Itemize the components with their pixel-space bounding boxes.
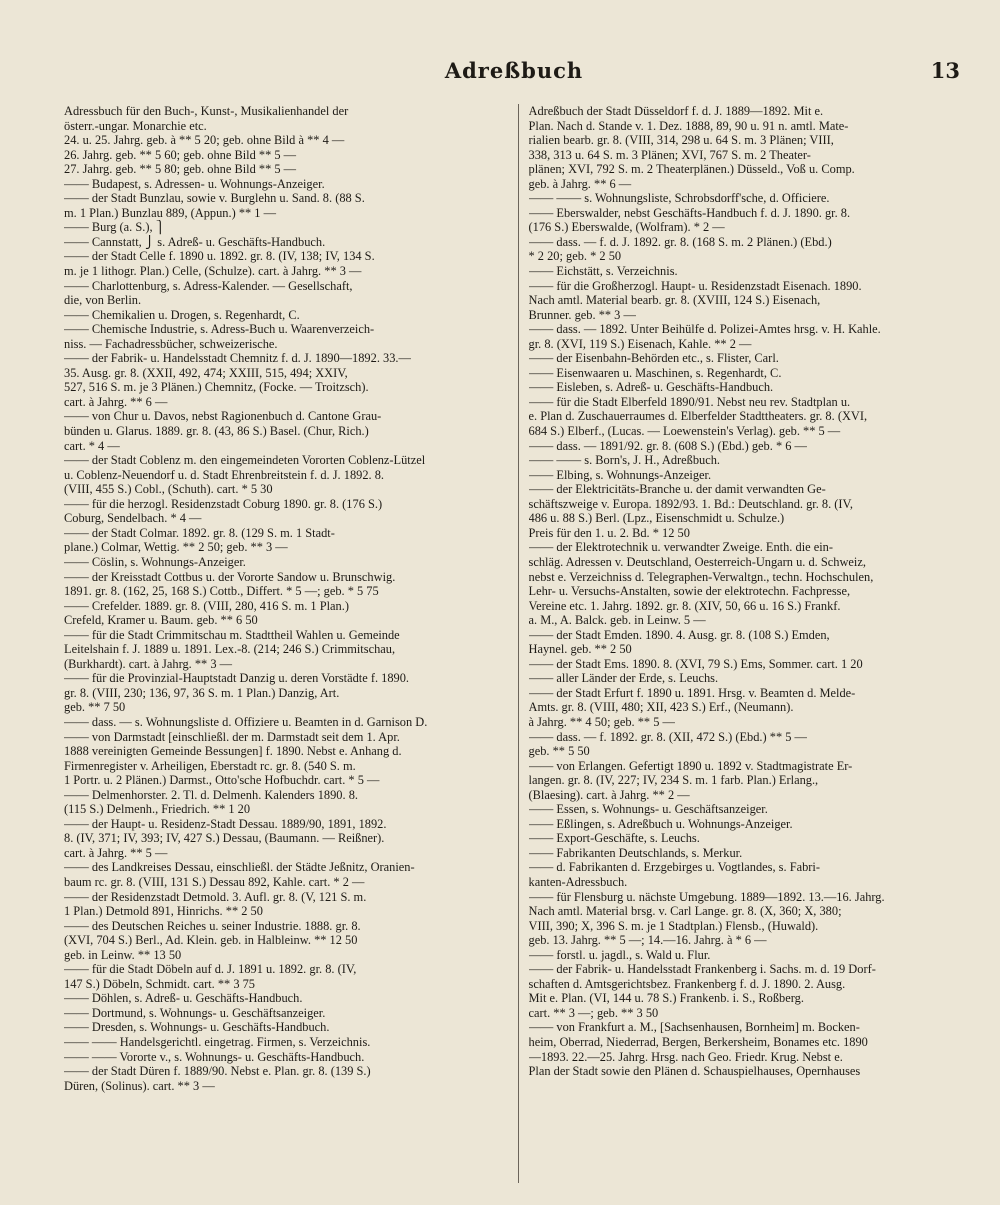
entry-line: —— Eßlingen, s. Adreßbuch u. Wohnungs-Anzeiger. (528, 816, 793, 831)
entry-line: —— —— Vororte v., s. Wohnungs- u. Geschäfts-Handbuch. (64, 1049, 365, 1064)
entry-line: —— Elbing, s. Wohnungs-Anzeiger. (528, 467, 712, 482)
entry-line: —— d. Fabrikanten d. Erzgebirges u. Vogtlandes, s. Fabri- (528, 860, 820, 875)
entry-line: —— der Stadt Celle f. 1890 u. 1892. gr. 8. (IV, 138; IV, 134 S. (64, 249, 375, 264)
entry-line: —— der Stadt Colmar. 1892. gr. 8. (129 S. m. 1 Stadt- (64, 525, 335, 540)
entry-line: VIII, 390; X, 396 S. m. je 1 Stadtplan.) Flensb., (Huwald). (528, 918, 819, 933)
entry-line: Crefeld, Kramer u. Baum. geb. ** 6 50 (64, 613, 258, 628)
entry-line: —— Cannstatt, ⎭ s. Adreß- u. Geschäfts-Handbuch. (64, 234, 326, 249)
entry-line: —— —— Handelsgerichtl. eingetrag. Firmen, s. Verzeichnis. (64, 1035, 371, 1049)
entry-line: —— der Kreisstadt Cottbus u. der Vororte Sandow u. Brunschwig. (64, 569, 396, 584)
entry-line: —1893. 22.—25. Jahrg. Hrsg. nach Geo. Friedr. Krug. Nebst e. (528, 1049, 843, 1064)
entry-line: —— der Fabrik- u. Handelsstadt Frankenberg i. Sachs. m. d. 19 Dorf- (528, 962, 876, 977)
entry-line: Mit e. Plan. (VI, 144 u. 78 S.) Frankenb. i. S., Roßberg. (528, 991, 804, 1006)
entry-line: gr. 8. (XVI, 119 S.) Eisenach, Kahle. ** 2 — (528, 336, 752, 351)
entry-line: Nach amtl. Material bearb. gr. 8. (XVIII, 124 S.) Eisenach, (528, 293, 821, 308)
entry-line: —— für die Stadt Döbeln auf d. J. 1891 u. 1892. gr. 8. (IV, (64, 962, 357, 977)
entry-line: 684 S.) Elberf., (Lucas. — Loewenstein's Verlag). geb. ** 5 — (528, 424, 841, 439)
entry-line: geb. ** 5 50 (528, 744, 590, 759)
entry-line: —— Dresden, s. Wohnungs- u. Geschäfts-Handbuch. (64, 1020, 330, 1035)
entry-line: Plan der Stadt sowie den Plänen d. Schauspielhauses, Opernhauses (528, 1064, 861, 1079)
entry-line: —— der Stadt Coblenz m. den eingemeindeten Vororten Coblenz-Lützel (64, 453, 426, 468)
entry-line: —— dass. — 1891/92. gr. 8. (608 S.) (Ebd.) geb. * 6 — (528, 438, 807, 453)
entry-line: —— der Elektrotechnik u. verwandter Zweige. Enth. die ein- (528, 540, 833, 555)
entry-line: nebst e. Verzeichniss d. Telegraphen-Verwaltgn., techn. Hochschulen, (528, 569, 874, 584)
entry-line: kanten-Adressbuch. (528, 874, 628, 889)
entry-line: —— der Stadt Emden. 1890. 4. Ausg. gr. 8. (108 S.) Emden, (528, 627, 830, 642)
entry-line: —— dass. — f. 1892. gr. 8. (XII, 472 S.) (Ebd.) ** 5 — (528, 729, 807, 744)
entry-line: cart. à Jahrg. ** 6 — (64, 394, 168, 409)
entry-line: —— Export-Geschäfte, s. Leuchs. (528, 831, 700, 846)
entry-line: (Blaesing). cart. à Jahrg. ** 2 — (528, 787, 690, 802)
entry-line: Brunner. geb. ** 3 — (528, 307, 636, 322)
entry-line: —— für Flensburg u. nächste Umgebung. 1889—1892. 13.—16. Jahrg. (528, 889, 885, 904)
entry-line: Leitelshain f. J. 1889 u. 1891. Lex.-8. (214; 246 S.) Crimmitschau, (64, 642, 396, 657)
entry-line: —— Cöslin, s. Wohnungs-Anzeiger. (64, 554, 246, 569)
entry-line: —— von Erlangen. Gefertigt 1890 u. 1892 v. Stadtmagistrate Er- (528, 758, 853, 773)
entry-line: plane.) Colmar, Wettig. ** 2 50; geb. ** 3 — (64, 540, 288, 555)
entry-line: plänen; XVI, 792 S. m. 2 Theaterplänen.) Düsseld., Voß u. Comp. (528, 162, 855, 177)
entry-line: —— aller Länder der Erde, s. Leuchs. (528, 671, 719, 686)
entry-line: —— Eberswalder, nebst Geschäfts-Handbuch f. d. J. 1890. gr. 8. (528, 205, 851, 220)
entry-line: —— für die Provinzial-Hauptstadt Danzig u. deren Vorstädte f. 1890. (64, 671, 410, 686)
entry-line: —— für die Stadt Crimmitschau m. Stadttheil Wahlen u. Gemeinde (64, 627, 400, 642)
entry-line: Adressbuch für den Buch-, Kunst-, Musikalienhandel der (64, 104, 349, 118)
entry-line: —— dass. — s. Wohnungsliste d. Offiziere u. Beamten in d. Garnison D. (64, 714, 428, 729)
entry-line: geb. in Leinw. ** 13 50 (64, 947, 182, 962)
entry-line: —— der Stadt Düren f. 1889/90. Nebst e. Plan. gr. 8. (139 S.) (64, 1064, 371, 1079)
left-column (64, 104, 518, 1183)
entry-line: Plan. Nach d. Stande v. 1. Dez. 1888, 89, 90 u. 91 n. amtl. Mate- (528, 118, 849, 133)
entry-line: —— Crefelder. 1889. gr. 8. (VIII, 280, 416 S. m. 1 Plan.) (64, 598, 349, 613)
page-number: 13 (930, 58, 960, 83)
entry-line: —— Eisleben, s. Adreß- u. Geschäfts-Handbuch. (528, 380, 774, 395)
entry-line: —— Chemikalien u. Drogen, s. Regenhardt, C. (64, 307, 300, 322)
entry-line: 1891. gr. 8. (162, 25, 168 S.) Cottb., Differt. * 5 —; geb. * 5 75 (64, 584, 379, 599)
entry-line: 338, 313 u. 64 S. m. 3 Plänen; XVI, 767 S. m. 2 Theater- (528, 147, 811, 162)
entry-line: —— Burg (a. S.), ⎫ (64, 220, 165, 235)
entry-line: Coburg, Sendelbach. * 4 — (64, 511, 202, 526)
entry-line: à Jahrg. ** 4 50; geb. ** 5 — (528, 714, 675, 729)
entry-line: langen. gr. 8. (IV, 227; IV, 234 S. m. 1 farb. Plan.) Erlang., (528, 773, 819, 788)
entry-line: u. Coblenz-Neuendorf u. d. Stadt Ehrenbreitstein f. d. J. 1892. 8. (64, 467, 385, 482)
entry-line: —— dass. — f. d. J. 1892. gr. 8. (168 S. m. 2 Plänen.) (Ebd.) (528, 234, 832, 249)
entry-line: geb. 13. Jahrg. ** 5 —; 14.—16. Jahrg. à * 6 — (528, 933, 767, 948)
running-title: Adreßbuch (444, 58, 584, 83)
entry-line: —— des Landkreises Dessau, einschließl. der Städte Jeßnitz, Oranien- (64, 860, 415, 875)
entry-line: —— Delmenhorster. 2. Tl. d. Delmenh. Kalenders 1890. 8. (64, 787, 358, 802)
text-columns (64, 104, 972, 1183)
entry-line: 24. u. 25. Jahrg. geb. à ** 5 20; geb. ohne Bild à ** 4 — (64, 133, 345, 148)
entry-line: rialien bearb. gr. 8. (VIII, 314, 298 u. 64 S. m. 3 Plänen; VIII, (528, 133, 834, 148)
entry-line: gr. 8. (VIII, 230; 136, 97, 36 S. m. 1 Plan.) Danzig, Art. (64, 685, 340, 700)
entry-line: —— der Stadt Ems. 1890. 8. (XVI, 79 S.) Ems, Sommer. cart. 1 20 (528, 656, 863, 671)
entry-line: —— Eisenwaaren u. Maschinen, s. Regenhardt, C. (528, 365, 782, 380)
entry-line: Adreßbuch der Stadt Düsseldorf f. d. J. 1889—1892. Mit e. (528, 104, 824, 118)
entry-line: —— des Deutschen Reiches u. seiner Industrie. 1888. gr. 8. (64, 918, 361, 933)
entry-line: —— dass. — 1892. Unter Beihülfe d. Polizei-Amtes hrsg. v. H. Kahle. (528, 322, 881, 337)
entry-line: Haynel. geb. ** 2 50 (528, 642, 632, 657)
entry-line: baum rc. gr. 8. (VIII, 131 S.) Dessau 892, Kahle. cart. * 2 — (64, 874, 365, 889)
entry-line: —— Essen, s. Wohnungs- u. Geschäftsanzeiger. (528, 802, 768, 817)
entry-line: (VIII, 455 S.) Cobl., (Schuth). cart. * 5 30 (64, 482, 273, 497)
entry-line: —— von Frankfurt a. M., [Sachsenhausen, Bornheim] m. Bocken- (528, 1020, 860, 1035)
entry-line: österr.-ungar. Monarchie etc. (64, 118, 207, 133)
entry-line: (115 S.) Delmenh., Friedrich. ** 1 20 (64, 802, 251, 817)
entry-line: 27. Jahrg. geb. ** 5 80; geb. ohne Bild ** 5 — (64, 162, 297, 177)
right-column (518, 104, 973, 1183)
entry-line: —— forstl. u. jagdl., s. Wald u. Flur. (528, 947, 711, 962)
entry-line: schläg. Adressen v. Deutschland, Oesterreich-Ungarn u. d. Schweiz, (528, 554, 866, 569)
entry-line: Düren, (Solinus). cart. ** 3 — (64, 1078, 215, 1093)
entry-line: (Burkhardt). cart. à Jahrg. ** 3 — (64, 656, 233, 671)
entry-line: —— Chemische Industrie, s. Adress-Buch u. Waarenverzeich- (64, 322, 375, 337)
entry-line: e. Plan d. Zuschauerraumes d. Elberfelder Stadttheaters. gr. 8. (XVI, (528, 409, 868, 424)
entry-line: * 2 20; geb. * 2 50 (528, 249, 622, 264)
entry-line: —— der Residenzstadt Detmold. 3. Aufl. gr. 8. (V, 121 S. m. (64, 889, 367, 904)
entry-line: —— der Haupt- u. Residenz-Stadt Dessau. 1889/90, 1891, 1892. (64, 816, 387, 831)
entry-line: 1888 vereinigten Gemeinde Bessungen] f. 1890. Nebst e. Anhang d. (64, 744, 402, 759)
entry-line: 8. (IV, 371; IV, 393; IV, 427 S.) Dessau, (Baumann. — Reißner). (64, 831, 385, 846)
entry-line: —— von Chur u. Davos, nebst Ragionenbuch d. Cantone Grau- (64, 409, 382, 424)
entry-line: heim, Oberrad, Niederrad, Bergen, Berkersheim, Bonames etc. 1890 (528, 1035, 868, 1049)
entry-line: —— der Stadt Erfurt f. 1890 u. 1891. Hrsg. v. Beamten d. Melde- (528, 685, 856, 700)
entry-line: —— —— s. Wohnungsliste, Schrobsdorff'sche, d. Officiere. (528, 191, 830, 206)
entry-line: cart. * 4 — (64, 438, 120, 453)
entry-line: —— Eichstätt, s. Verzeichnis. (528, 264, 678, 279)
entry-line: —— Budapest, s. Adressen- u. Wohnungs-Anzeiger. (64, 176, 325, 191)
entry-line: Nach amtl. Material brsg. v. Carl Lange. gr. 8. (X, 360; X, 380; (528, 904, 842, 919)
entry-line: (XVI, 704 S.) Berl., Ad. Klein. geb. in Halbleinw. ** 12 50 (64, 933, 358, 948)
entry-line: Lehr- u. Versuchs-Anstalten, sowie der elektrotechn. Fachpresse, (528, 584, 851, 599)
entry-line: a. M., A. Balck. geb. in Leinw. 5 — (528, 613, 706, 628)
entry-line: cart. ** 3 —; geb. ** 3 50 (528, 1005, 659, 1020)
entry-line: geb. à Jahrg. ** 6 — (528, 176, 632, 191)
entry-line: —— von Darmstadt [einschließl. der m. Darmstadt seit dem 1. Apr. (64, 729, 400, 744)
entry-line: —— der Stadt Bunzlau, sowie v. Burglehn u. Sand. 8. (88 S. (64, 191, 365, 206)
entry-line: —— Döhlen, s. Adreß- u. Geschäfts-Handbuch. (64, 991, 303, 1006)
entry-line: 1 Portr. u. 2 Plänen.) Darmst., Otto'sche Hofbuchdr. cart. * 5 — (64, 773, 380, 788)
entry-line: m. 1 Plan.) Bunzlau 889, (Appun.) ** 1 — (64, 205, 276, 220)
entry-line: —— für die Stadt Elberfeld 1890/91. Nebst neu rev. Stadtplan u. (528, 394, 851, 409)
entry-line: —— für die Großherzogl. Haupt- u. Residenzstadt Eisenach. 1890. (528, 278, 862, 293)
page-header (68, 58, 960, 88)
entry-line: —— Fabrikanten Deutschlands, s. Merkur. (528, 845, 743, 860)
entry-line: 527, 516 S. m. je 3 Plänen.) Chemnitz, (Focke. — Troitzsch). (64, 380, 369, 395)
entry-line: niss. — Fachadressbücher, schweizerische. (64, 336, 278, 351)
entry-line: —— —— s. Born's, J. H., Adreßbuch. (528, 453, 721, 468)
entry-line: 486 u. 88 S.) Berl. (Lpz., Eisenschmidt u. Schulze.) (528, 511, 785, 526)
entry-line: 147 S.) Döbeln, Schmidt. cart. ** 3 75 (64, 976, 256, 991)
entry-line: schäftszweige v. Europa. 1892/93. 1. Bd.: Deutschland. gr. 8. (IV, (528, 496, 854, 511)
entry-line: Preis für den 1. u. 2. Bd. * 12 50 (528, 525, 690, 540)
entry-line: m. je 1 lithogr. Plan.) Celle, (Schulze). cart. à Jahrg. ** 3 — (64, 264, 362, 279)
entry-line: bünden u. Glarus. 1889. gr. 8. (43, 86 S.) Basel. (Chur, Rich.) (64, 424, 369, 439)
entry-line: die, von Berlin. (64, 293, 142, 308)
entry-line: —— der Fabrik- u. Handelsstadt Chemnitz f. d. J. 1890—1892. 33.— (64, 351, 411, 366)
entry-line: schaften d. Amtsgerichtsbez. Frankenberg f. d. J. 1890. 2. Ausg. (528, 976, 846, 991)
entry-line: Firmenregister v. Arheiligen, Eberstadt rc. gr. 8. (540 S. m. (64, 758, 356, 773)
entry-line: 35. Ausg. gr. 8. (XXII, 492, 474; XXIII, 515, 494; XXIV, (64, 365, 348, 380)
entry-line: 26. Jahrg. geb. ** 5 60; geb. ohne Bild ** 5 — (64, 147, 297, 162)
entry-line: —— der Eisenbahn-Behörden etc., s. Flister, Carl. (528, 351, 779, 366)
entry-line: —— Dortmund, s. Wohnungs- u. Geschäftsanzeiger. (64, 1005, 326, 1020)
entry-line: Vereine etc. 1. Jahrg. 1892. gr. 8. (XIV, 50, 66 u. 16 S.) Frankf. (528, 598, 841, 613)
entry-line: —— für die herzogl. Residenzstadt Coburg 1890. gr. 8. (176 S.) (64, 496, 383, 511)
entry-line: Amts. gr. 8. (VIII, 480; XII, 423 S.) Erf., (Neumann). (528, 700, 794, 715)
entry-line: —— der Elektricitäts-Branche u. der damit verwandten Ge- (528, 482, 826, 497)
entry-line: (176 S.) Eberswalde, (Wolfram). * 2 — (528, 220, 725, 235)
entry-line: 1 Plan.) Detmold 891, Hinrichs. ** 2 50 (64, 904, 263, 919)
entry-line: cart. à Jahrg. ** 5 — (64, 845, 168, 860)
entry-line: geb. ** 7 50 (64, 700, 126, 715)
entry-line: —— Charlottenburg, s. Adress-Kalender. — Gesellschaft, (64, 278, 353, 293)
